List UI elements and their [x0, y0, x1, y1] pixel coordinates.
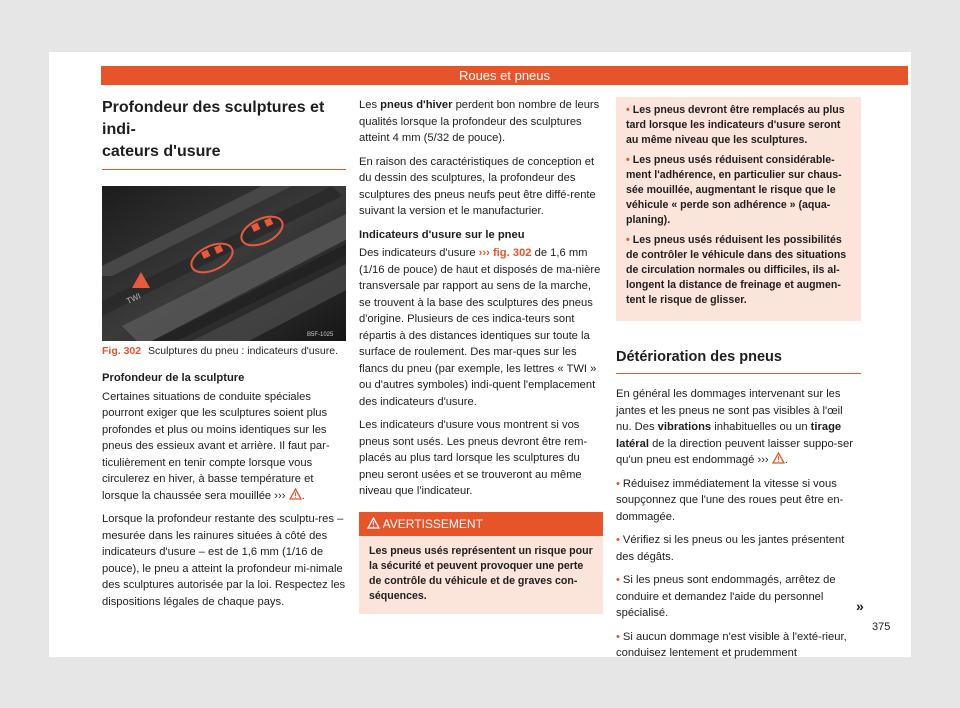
list-item: • Les pneus usés réduisent les possibilités de contrôler le véhicule dans des situations de circulation normales ou difficiles, ils al-longent la distance de freinage et augmen-tent le risque de glisser.: [626, 234, 847, 306]
warning-triangle-icon: [367, 517, 380, 529]
figure-link[interactable]: ››› fig. 302: [478, 247, 532, 259]
list-item: • Les pneus devront être remplacés au plus tard lorsque les indicateurs d'usure seront au même niveau que les sculptures.: [626, 104, 845, 146]
tire-tread-image: [102, 186, 346, 341]
manual-page: [49, 52, 911, 657]
paragraph: Des indicateurs d'usure ››› fig. 302 de 1,6 mm (1/16 de pouce) de haut et disposés de ma-nière transversale par rapport au sens de la marche, se trouvent à la base des sculptures des pneus d'origine. Plusieurs de ces indica-teurs sont répartis à des distances identiques sur toute la surface de roulement. Des mar-ques sur les flancs du pneu (par exemple, les lettres « TWI » ou d'autres symboles) indi-quent l'emplacement des indicateurs d'usure.: [359, 247, 601, 408]
paragraph: Les indicateurs d'usure vous montrent si vos pneus sont usés. Les pneus devront être rem-placés au plus tard lorsque les sculptures du pneu seront usées et se trouveront au même niveau que l'indicateur.: [359, 419, 588, 497]
warning-header: AVERTISSEMENT: [359, 512, 603, 536]
svg-text:TWI: TWI: [125, 291, 143, 306]
figure-caption: Fig. 302 Sculptures du pneu : indicateurs d'usure.: [102, 345, 338, 357]
paragraph: En raison des caractéristiques de conception et du dessin des sculptures, la profondeur des sculptures des pneus neufs peut être diffé-rente suivant la version et le manufacturier.: [359, 155, 596, 217]
warning-triangle-icon: [289, 488, 302, 500]
column-left: [102, 97, 346, 617]
list-item: • Vérifiez si les pneus ou les jantes présentent des dégâts.: [616, 534, 845, 563]
warning-text: Les pneus usés représentent un risque pour la sécurité et peuvent provoquer une perte de contrôle du véhicule et de graves con-séquences.: [369, 544, 593, 602]
continue-arrow-icon: »: [856, 598, 864, 614]
paragraph: Lorsque la profondeur restante des sculptu-res – mesurée dans les rainures situées à côté des indicateurs d'usure – est de 1,6 mm (1/16 de pouce), le pneu a atteint la profondeur mi-nimale des sculptures autorisée par la loi. Respectez les dispositions légales de chaque pays.: [102, 513, 346, 608]
section-title-tire-damage: Détérioration des pneus: [616, 347, 861, 374]
paragraph: Les pneus d'hiver perdent bon nombre de leurs qualités lorsque la profondeur des sculptures atteint 4 mm (5/32 de pouce).: [359, 99, 600, 144]
column-middle: [359, 97, 603, 614]
list-item: • Si aucun dommage n'est visible à l'exté-rieur, conduisez lentement et prudemment: [616, 630, 847, 659]
section-header: Roues et pneus: [101, 66, 908, 85]
list-item: • Si les pneus sont endommagés, arrêtez de conduire et demandez l'aide du personnel spécialisé.: [616, 574, 836, 619]
warning-box: [359, 512, 603, 614]
list-item: • Réduisez immédiatement la vitesse si vous soupçonnez que l'une des roues peut être en-dommagée.: [616, 477, 844, 523]
svg-text:B5F-1025: B5F-1025: [307, 332, 334, 338]
subhead-tread-depth: Profondeur de la sculpture: [102, 372, 245, 384]
column-right: [616, 97, 861, 669]
page-number: 375: [872, 621, 891, 633]
list-item: • Les pneus usés réduisent considérable-ment l'adhérence, en particulier sur chaus-sée mouillée, augmentant le risque que le véhicule « perde son adhérence » (aqua-planing).: [626, 154, 842, 226]
warning-triangle-icon: [772, 452, 785, 464]
section-title-tread-depth: Profondeur des sculptures et indi- cateurs d'usure: [102, 97, 346, 170]
paragraph: Certaines situations de conduite spéciales pourront exiger que les sculptures soient plus profondes et plus ou moins identiques sur les pneus des essieux avant et arrière. Il faut par-ticulièrement en tenir compte lorsque vous circulerez en hiver, à basse température et lorsque la chaussée sera mouillée ››› .: [102, 390, 330, 502]
warning-continuation-box: [616, 97, 861, 321]
tire-tread-figure: [102, 186, 346, 341]
subhead-wear-indicators: Indicateurs d'usure sur le pneu: [359, 228, 525, 241]
paragraph: En général les dommages intervenant sur les jantes et les pneus ne sont pas visibles à l'œil nu. Des vibrations inhabituelles ou un tirage latéral de la direction peuvent laisser suppo-ser qu'un pneu est endommagé ››› .: [616, 388, 853, 466]
